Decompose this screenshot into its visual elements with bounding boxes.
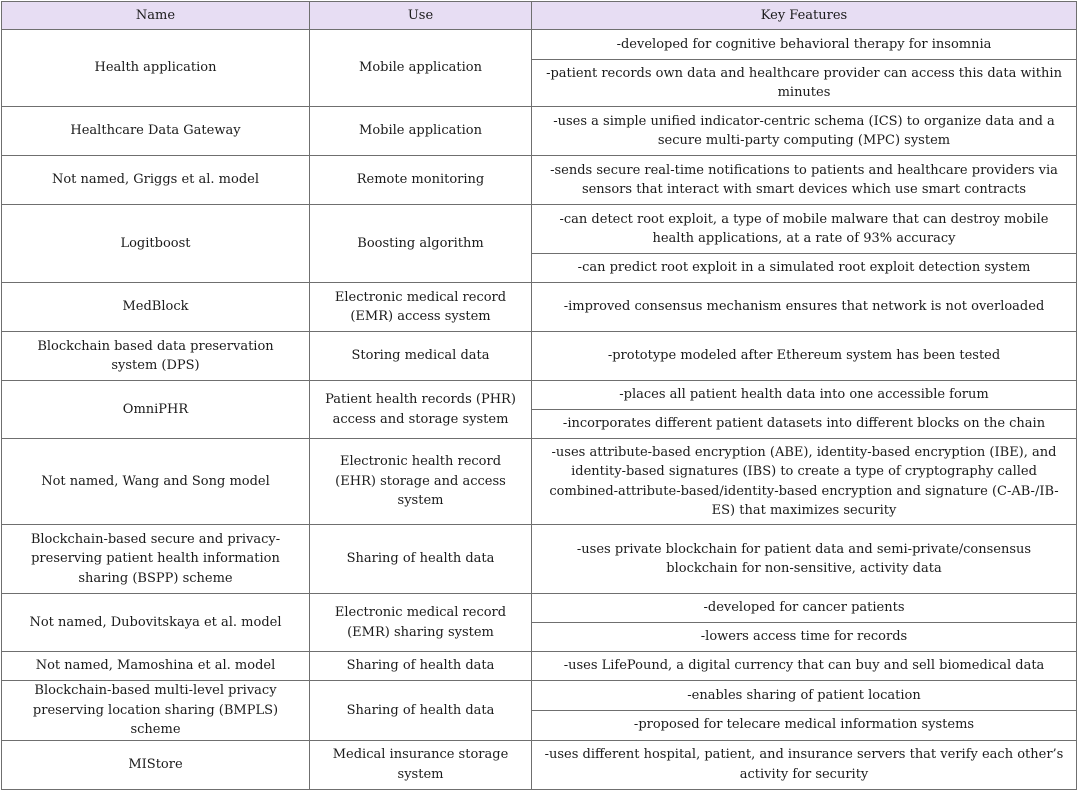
- name-cell: Blockchain based data preservation system (DPS): [2, 332, 310, 381]
- header-use: Use: [310, 2, 532, 30]
- feature-cell: -prototype modeled after Ethereum system has been tested: [532, 332, 1077, 381]
- header-row: [2, 2, 1077, 30]
- feature-cell: -incorporates different patient datasets into different blocks on the chain: [532, 410, 1077, 439]
- use-cell: Medical insurance storage system: [310, 740, 532, 789]
- feature-cell: -proposed for telecare medical information systems: [532, 710, 1077, 740]
- header-name: Name: [2, 2, 310, 30]
- feature-cell: -lowers access time for records: [532, 623, 1077, 652]
- feature-cell: -improved consensus mechanism ensures that network is not overloaded: [532, 283, 1077, 332]
- name-cell: Logitboost: [2, 205, 310, 283]
- name-cell: MIStore: [2, 740, 310, 789]
- use-cell: Patient health records (PHR) access and storage system: [310, 381, 532, 439]
- table-row: [2, 205, 1077, 254]
- table-row: [2, 381, 1077, 410]
- table-row: [2, 525, 1077, 594]
- use-cell: Sharing of health data: [310, 681, 532, 741]
- name-cell: Blockchain-based secure and privacy-preserving patient health information sharing (BSPP) scheme: [2, 525, 310, 594]
- use-cell: Electronic medical record (EMR) sharing system: [310, 594, 532, 652]
- use-cell: Sharing of health data: [310, 525, 532, 594]
- use-cell: Remote monitoring: [310, 156, 532, 205]
- feature-cell: -enables sharing of patient location: [532, 681, 1077, 711]
- feature-cell: -can predict root exploit in a simulated root exploit detection system: [532, 254, 1077, 283]
- feature-cell: -patient records own data and healthcare provider can access this data within minutes: [532, 60, 1077, 107]
- feature-cell: -developed for cognitive behavioral therapy for insomnia: [532, 30, 1077, 60]
- header-key-features: Key Features: [532, 2, 1077, 30]
- name-cell: OmniPHR: [2, 381, 310, 439]
- name-cell: MedBlock: [2, 283, 310, 332]
- name-cell: Not named, Dubovitskaya et al. model: [2, 594, 310, 652]
- feature-cell: -uses a simple unified indicator-centric schema (ICS) to organize data and a secure multi-party computing (MPC) system: [532, 107, 1077, 156]
- feature-cell: -can detect root exploit, a type of mobile malware that can destroy mobile health applications, at a rate of 93% accuracy: [532, 205, 1077, 254]
- name-cell: Blockchain-based multi-level privacy preserving location sharing (BMPLS) scheme: [2, 681, 310, 741]
- table-row: [2, 681, 1077, 711]
- feature-cell: -sends secure real-time notifications to patients and healthcare providers via sensors that interact with smart devices which use smart contracts: [532, 156, 1077, 205]
- feature-cell: -places all patient health data into one accessible forum: [532, 381, 1077, 410]
- table-row: [2, 156, 1077, 205]
- use-cell: Mobile application: [310, 107, 532, 156]
- feature-cell: -developed for cancer patients: [532, 594, 1077, 623]
- use-cell: Storing medical data: [310, 332, 532, 381]
- name-cell: Health application: [2, 30, 310, 107]
- table-row: [2, 30, 1077, 60]
- use-cell: Electronic health record (EHR) storage and access system: [310, 439, 532, 525]
- table-row: [2, 332, 1077, 381]
- use-cell: Electronic medical record (EMR) access system: [310, 283, 532, 332]
- use-cell: Mobile application: [310, 30, 532, 107]
- table-row: [2, 594, 1077, 623]
- table-row: [2, 439, 1077, 525]
- name-cell: Not named, Wang and Song model: [2, 439, 310, 525]
- use-cell: Sharing of health data: [310, 652, 532, 681]
- name-cell: Not named, Griggs et al. model: [2, 156, 310, 205]
- table-row: [2, 107, 1077, 156]
- use-cell: Boosting algorithm: [310, 205, 532, 283]
- table-row: [2, 740, 1077, 789]
- feature-cell: -uses different hospital, patient, and insurance servers that verify each other’s activity for security: [532, 740, 1077, 789]
- table-row: [2, 652, 1077, 681]
- name-cell: Healthcare Data Gateway: [2, 107, 310, 156]
- feature-cell: -uses LifePound, a digital currency that can buy and sell biomedical data: [532, 652, 1077, 681]
- blockchain-health-applications-table: [1, 1, 1077, 790]
- name-cell: Not named, Mamoshina et al. model: [2, 652, 310, 681]
- feature-cell: -uses private blockchain for patient data and semi-private/consensus blockchain for non-sensitive, activity data: [532, 525, 1077, 594]
- table-row: [2, 283, 1077, 332]
- feature-cell: -uses attribute-based encryption (ABE), identity-based encryption (IBE), and identity-based signatures (IBS) to create a type of cryptography called combined-attribute-based/identity-based encryption and signature (C-AB-/IB-ES) that maximizes security: [532, 439, 1077, 525]
